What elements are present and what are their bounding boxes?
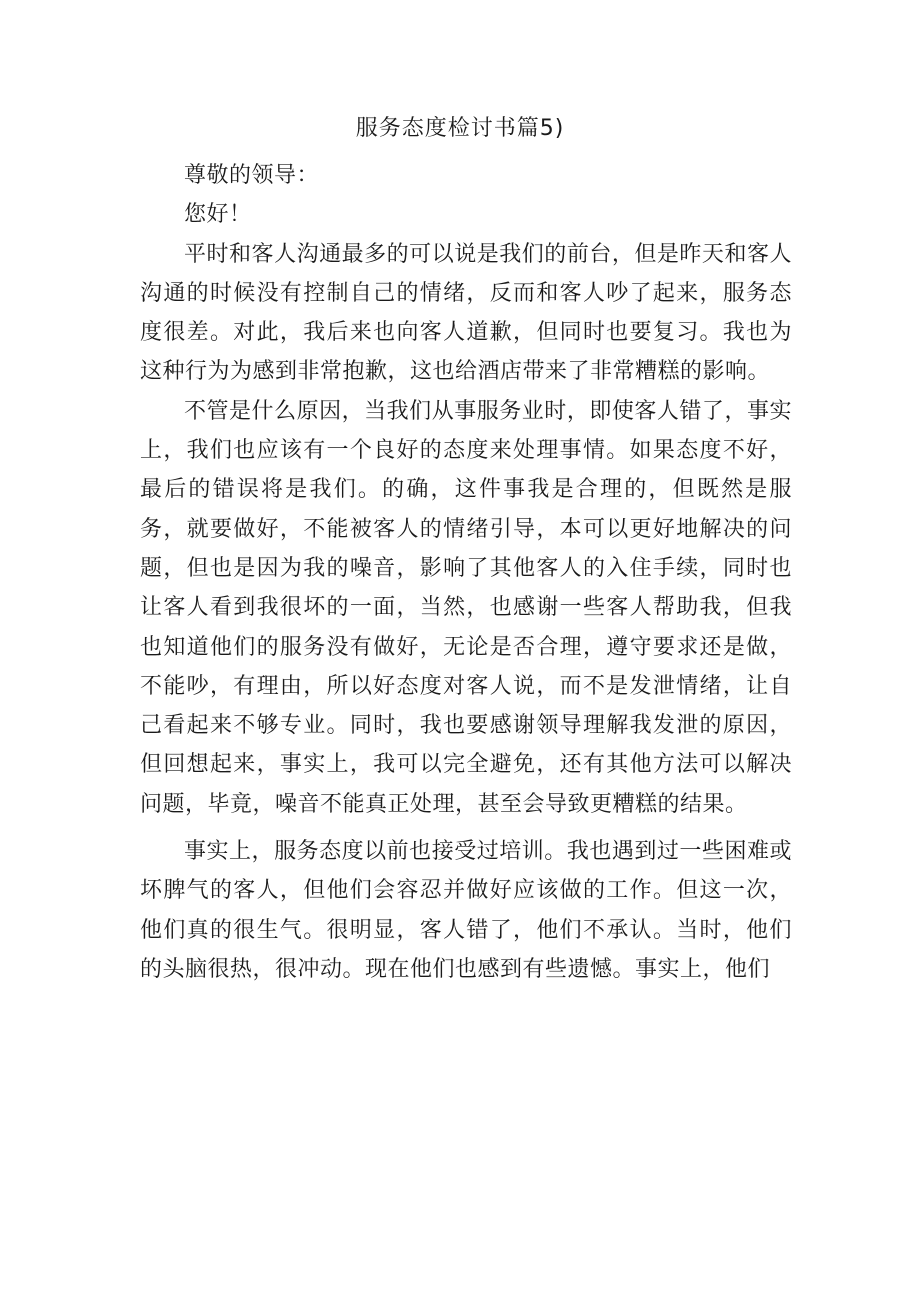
paragraph-3: 事实上，服务态度以前也接受过培训。我也遇到过一些困难或坏脾气的客人，但他们会容忍并做好应该做的工作。但这一次，他们真的很生气。很明显，客人错了，他们不承认。当时，他们的头脑很热，很冲动。现在他们也感到有些遗憾。事实上，他们: [140, 839, 792, 982]
salutation: 尊敬的领导：: [184, 163, 320, 188]
paragraph-gap: [140, 824, 792, 832]
paragraph-2: 不管是什么原因，当我们从事服务业时，即使客人错了，事实上，我们也应该有一个良好的态度来处理事情。如果态度不好，最后的错误将是我们。的确，这件事我是合理的，但既然是服务，就要做好，不能被客人的情绪引导，本可以更好地解决的问题，但也是因为我的噪音，影响了其他客人的入住手续，同时也让客人看到我很坏的一面，当然，也感谢一些客人帮助我，但我也知道他们的服务没有做好，无论是否合理，遵守要求还是做，不能吵，有理由，所以好态度对客人说，而不是发泄情绪，让自己看起来不够专业。同时，我也要感谢领导理解我发泄的原因，但回想起来，事实上，我可以完全避免，还有其他方法可以解决问题，毕竟，噪音不能真正处理，甚至会导致更糟糕的结果。: [140, 398, 792, 817]
paragraph-1: 平时和客人沟通最多的可以说是我们的前台，但是昨天和客人沟通的时候没有控制自己的情绪，反而和客人吵了起来，服务态度很差。对此，我后来也向客人道歉，但同时也要复习。我也为这种行为为感到非常抱歉，这也给酒店带来了非常糟糕的影响。: [140, 241, 792, 385]
greeting: 您好！: [184, 202, 252, 228]
document-title: 服务态度检讨书篇5): [355, 116, 565, 141]
document-body: [140, 156, 792, 989]
